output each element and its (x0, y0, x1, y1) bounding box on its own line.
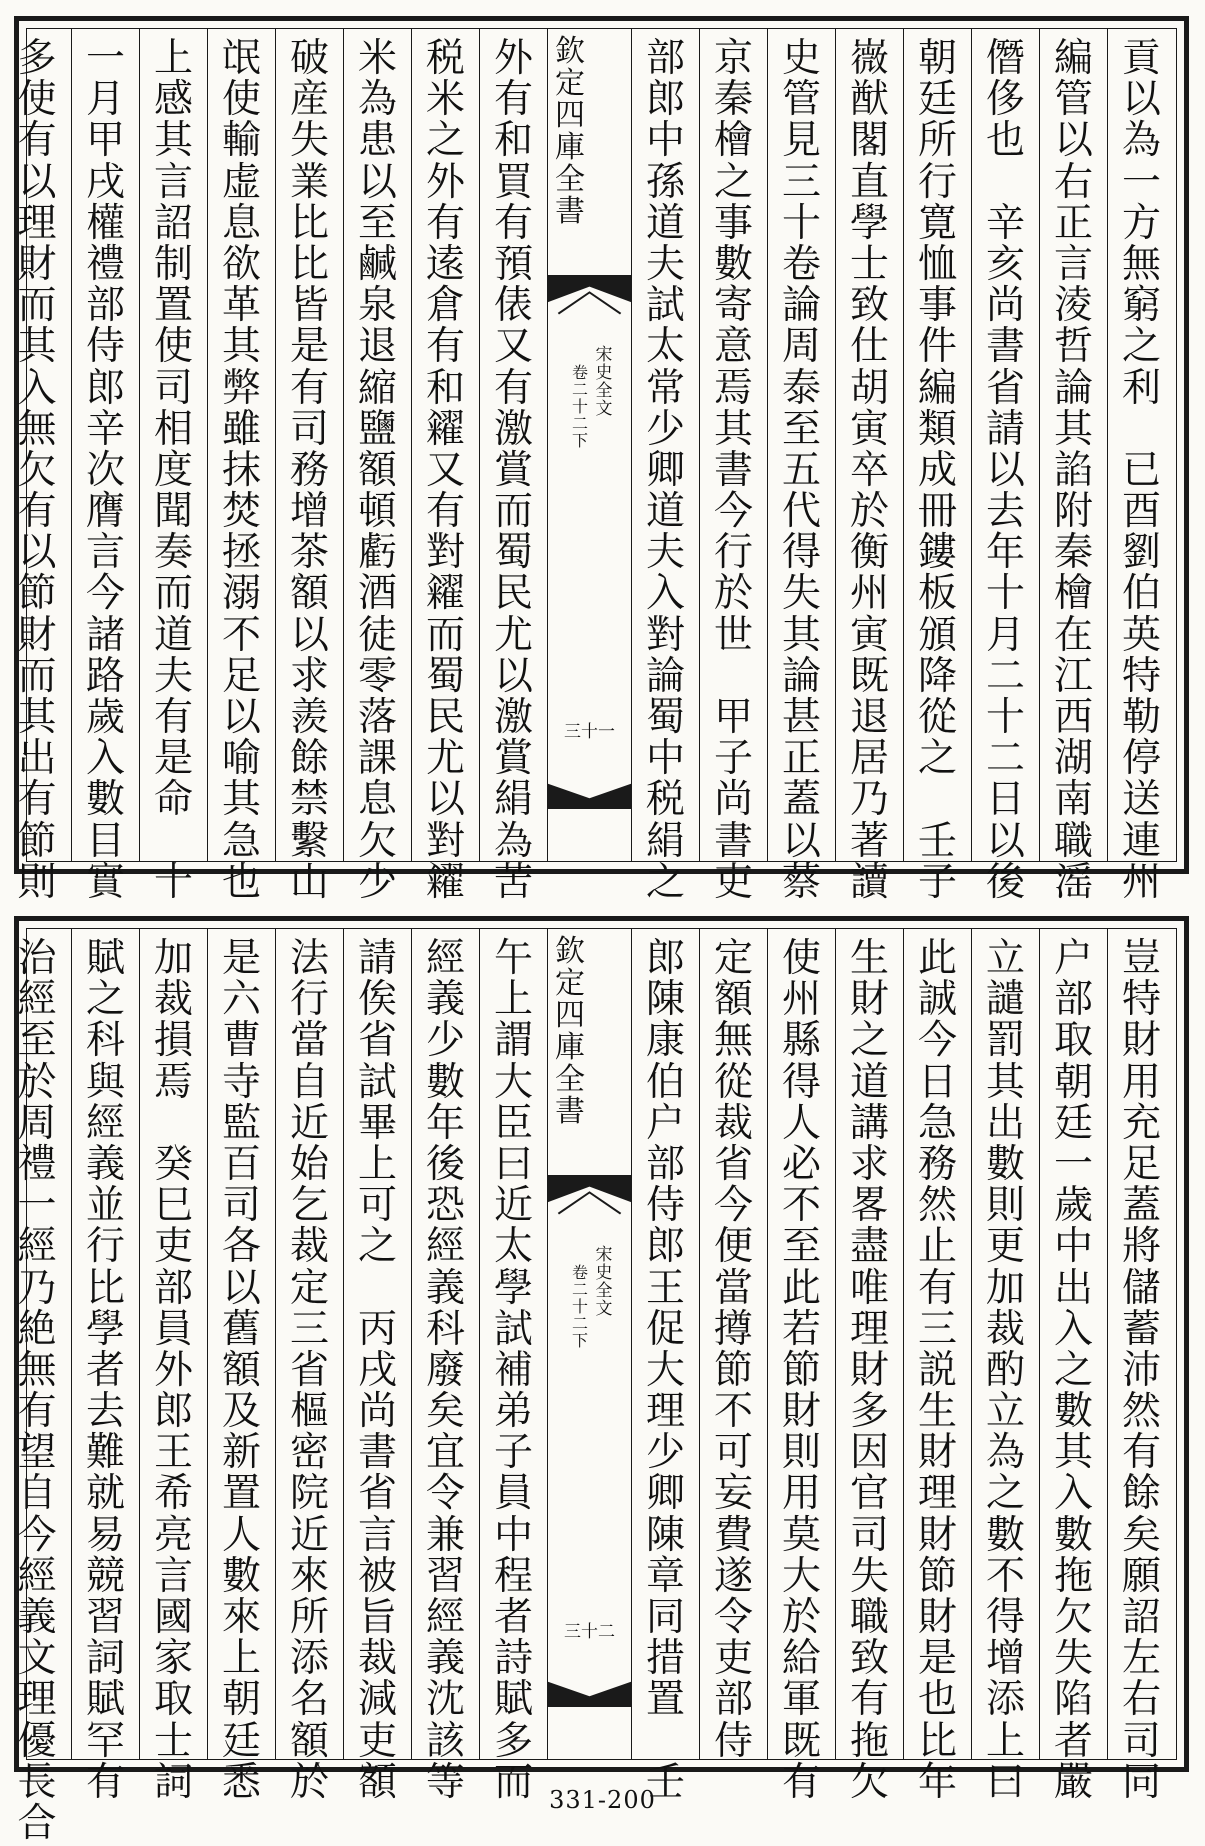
juan-label: 卷 二 十 二 下 (571, 363, 588, 450)
column-text: 朝 廷 所 行 寛 恤 事 件 編 類 成 冊 鏤 板 頒 降 從 之 壬 子 (917, 36, 957, 905)
column-text: 賦 之 科 與 經 義 並 行 比 學 者 去 難 就 易 競 習 詞 賦 罕 有 (85, 936, 125, 1805)
column-text: 一 月 甲 戌 權 禮 部 侍 郎 辛 次 膺 言 今 諸 路 歲 入 數 目 實 (85, 36, 125, 905)
column-text: 貢 以 為 一 方 無 窮 之 利 已 酉 劉 伯 英 特 勒 停 送 連 州 (1121, 36, 1161, 905)
text-column (1039, 929, 1107, 1805)
folio-number: 三十二 (564, 1622, 615, 1642)
text-column (631, 29, 699, 905)
column-text: 部 郎 中 孫 道 夫 試 太 常 少 卿 道 夫 入 對 論 蜀 中 税 絹 之 (645, 36, 685, 905)
text-column (971, 929, 1039, 1805)
book-subtitle: 宋 史 全 文 (595, 345, 613, 419)
column-text: 編 管 以 右 正 言 淩 哲 論 其 諂 附 秦 檜 在 江 西 湖 南 職 滛 (1053, 36, 1093, 905)
column-text: 是 六 曹 寺 監 百 司 各 以 舊 額 及 新 置 人 數 來 上 朝 廷 悉 (221, 936, 261, 1805)
column-text: 使 州 縣 得 人 必 不 至 此 若 節 財 則 用 莫 大 於 給 軍 既 有 (781, 936, 821, 1805)
text-column (767, 929, 835, 1805)
column-text: 定 額 無 從 裁 省 今 便 當 撙 節 不 可 妄 費 遂 令 吏 部 侍 (713, 936, 753, 1764)
column-text: 法 行 當 自 近 始 乞 裁 定 三 省 樞 密 院 近 來 所 添 名 額 於 (289, 936, 329, 1805)
center-margin (547, 29, 631, 861)
column-text: 生 財 之 道 講 求 畧 盡 唯 理 財 多 因 官 司 失 職 致 有 拖 欠 (849, 936, 889, 1805)
column-text: 户 部 取 朝 廷 一 歲 中 出 入 之 數 其 入 數 拖 欠 失 陷 者 嚴 (1053, 936, 1093, 1805)
text-column (971, 29, 1039, 905)
center-margin (547, 929, 631, 1759)
book-title: 欽 定 四 庫 全 書 (555, 934, 585, 1129)
juan-label: 卷 二 十 二 下 (571, 1263, 588, 1350)
text-column (1107, 29, 1175, 905)
text-column (275, 29, 343, 905)
column-text: 京 秦 檜 之 事 數 寄 意 焉 其 書 今 行 於 世 甲 子 尚 書 吏 (713, 36, 753, 905)
text-column (699, 29, 767, 905)
column-text: 僭 侈 也 辛 亥 尚 書 省 請 以 去 年 十 月 二 十 二 日 以 後 (985, 36, 1025, 905)
column-text: 經 義 少 數 年 後 恐 經 義 科 廢 矣 宜 令 兼 習 經 義 沈 該 等 (425, 936, 465, 1805)
text-column (3, 29, 71, 905)
fish-tail-top-icon (548, 275, 631, 333)
text-column (835, 929, 903, 1805)
text-column (835, 29, 903, 905)
text-column (3, 929, 71, 1846)
fish-tail-bottom-icon (548, 1653, 631, 1707)
text-column (479, 929, 547, 1805)
text-column (343, 29, 411, 905)
text-column (903, 29, 971, 905)
text-column (139, 29, 207, 905)
column-text: 破 産 失 業 比 比 皆 是 有 司 務 增 茶 額 以 求 羨 餘 禁 繫 山 (289, 36, 329, 905)
top-page (14, 16, 1189, 905)
column-text: 嶶 猷 閣 直 學 士 致 仕 胡 寅 卒 於 衡 州 寅 既 退 居 乃 著 讀 (849, 36, 889, 905)
column-text: 外 有 和 買 有 預 俵 又 有 激 賞 而 蜀 民 尤 以 激 賞 絹 為 苦 (493, 36, 533, 905)
text-column (71, 929, 139, 1805)
column-text: 上 感 其 言 詔 制 置 使 司 相 度 聞 奏 而 道 夫 有 是 命 十 (153, 36, 193, 905)
column-text: 此 誠 今 日 急 務 然 止 有 三 説 生 財 理 財 節 財 是 也 比 年 (917, 936, 957, 1805)
column-text: 史 管 見 三 十 卷 論 周 泰 至 五 代 得 失 其 論 甚 正 蓋 以 蔡 (781, 36, 821, 905)
column-text: 請 俟 省 試 畢 上 可 之 丙 戌 尚 書 省 言 被 旨 裁 減 吏 額 (357, 936, 397, 1805)
text-column (903, 929, 971, 1805)
text-column (411, 929, 479, 1805)
column-text: 立 譴 罰 其 出 數 則 更 加 裁 酌 立 為 之 數 不 得 增 添 上 曰 (985, 936, 1025, 1805)
book-title: 欽 定 四 庫 全 書 (555, 34, 585, 229)
text-column (207, 29, 275, 905)
column-text: 午 上 謂 大 臣 曰 近 太 學 試 補 弟 子 員 中 程 者 詩 賦 多 而 (493, 936, 533, 1805)
text-column (139, 929, 207, 1805)
text-column (699, 929, 767, 1764)
text-column (343, 929, 411, 1805)
column-text: 氓 使 輸 虚 息 欲 革 其 弊 雖 抹 焚 拯 溺 不 足 以 喻 其 急 也 (221, 36, 261, 905)
text-column (1107, 929, 1175, 1805)
column-text: 税 米 之 外 有 逺 倉 有 和 糴 又 有 對 糴 而 蜀 民 尤 以 對 糴 (425, 36, 465, 905)
book-subtitle: 宋 史 全 文 (595, 1245, 613, 1319)
folio-number: 三十一 (564, 722, 615, 742)
text-column (207, 929, 275, 1805)
column-text: 郎 陳 康 伯 户 部 侍 郎 王 促 大 理 少 卿 陳 章 同 措 置 壬 (645, 936, 685, 1805)
text-column (1039, 29, 1107, 905)
fish-tail-top-icon (548, 1175, 631, 1233)
text-column (767, 29, 835, 905)
column-text: 多 使 有 以 理 財 而 其 入 無 欠 有 以 節 財 而 其 出 有 節 則 (17, 36, 57, 905)
column-text: 米 為 患 以 至 鹹 泉 退 縮 鹽 額 頓 虧 酒 徒 零 落 課 息 欠 少 (357, 36, 397, 905)
text-column (71, 29, 139, 905)
column-text: 加 裁 損 焉 癸 巳 吏 部 員 外 郎 王 希 亮 言 國 家 取 士 詞 (153, 936, 193, 1805)
top-page-frame (17, 28, 1177, 905)
text-column (275, 929, 343, 1805)
text-column (411, 29, 479, 905)
text-column (479, 29, 547, 905)
column-text: 豈 特 財 用 充 足 蓋 將 儲 蓄 沛 然 有 餘 矣 願 詔 左 右 司 同 (1121, 936, 1161, 1805)
page-number: 331-200 (549, 1786, 656, 1814)
fish-tail-bottom-icon (548, 755, 631, 809)
column-text: 治 經 至 於 周 禮 一 經 乃 絶 無 有 望 自 今 經 義 文 理 優 長 合 (17, 936, 57, 1846)
text-column (631, 929, 699, 1805)
